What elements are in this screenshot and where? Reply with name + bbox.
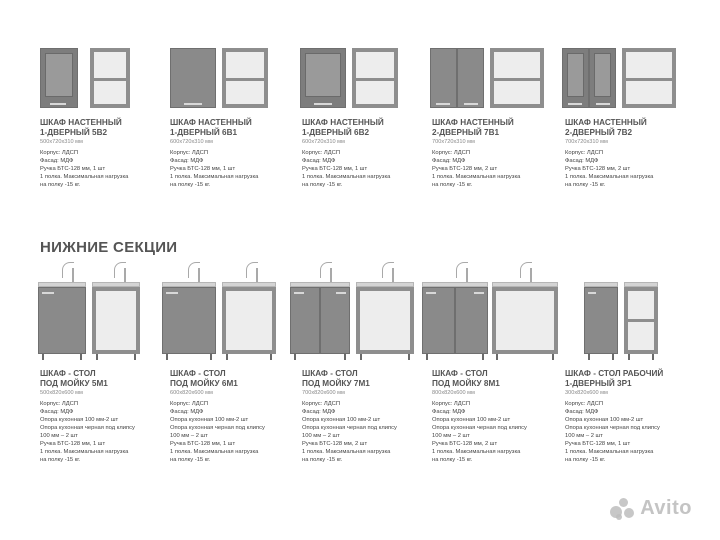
watermark-text: Avito xyxy=(640,497,692,519)
item-specs: Корпус: ЛДСП Фасад: МДФ Ручка БТС-128 мм, 1 шт 1 полка. Максимальная нагрузка на полку -15 кг. xyxy=(40,150,129,188)
sink-cabinet-5m1-closed-image xyxy=(38,262,86,362)
upper-item-1 xyxy=(40,118,160,189)
item-title: ШКАФ НАСТЕННЫЙ 2-ДВЕРНЫЙ 7В1 xyxy=(432,118,514,137)
work-cabinet-3r1-closed-image xyxy=(584,282,618,362)
lower-item-3 xyxy=(302,369,427,464)
item-size: 600x720x310 мм xyxy=(302,139,345,145)
cabinet-6v2-closed-image xyxy=(300,48,346,108)
cabinet-7v2-open-image xyxy=(622,48,676,108)
item-size: 500x720x310 мм xyxy=(40,139,83,145)
avito-watermark xyxy=(610,497,692,520)
item-title: ШКАФ - СТОЛ ПОД МОЙКУ 7М1 xyxy=(302,369,370,388)
sink-cabinet-8m1-closed-image xyxy=(422,262,488,362)
item-specs: Корпус: ЛДСП Фасад: МДФ Опора кухонная 100 мм-2 шт Опора кухонная черная под клипсу 100 мм – 2 шт Ручка БТС-128 мм, 2 шт 1 полка. Максимальная нагрузка на полку -15 кг. xyxy=(432,401,527,463)
item-specs: Корпус: ЛДСП Фасад: МДФ Опора кухонная 100 мм-2 шт Опора кухонная черная под клипсу 100 мм – 2 шт Ручка БТС-128 мм, 2 шт 1 полка. Максимальная нагрузка на полку -15 кг. xyxy=(302,401,397,463)
item-specs: Корпус: ЛДСП Фасад: МДФ Ручка БТС-128 мм, 2 шт 1 полка. Максимальная нагрузка на полку -15 кг. xyxy=(565,150,654,188)
item-size: 700x820x600 мм xyxy=(302,390,345,396)
item-specs: Корпус: ЛДСП Фасад: МДФ Ручка БТС-128 мм, 2 шт 1 полка. Максимальная нагрузка на полку -15 кг. xyxy=(432,150,521,188)
work-cabinet-3r1-open-image xyxy=(624,282,658,362)
item-title: ШКАФ - СТОЛ ПОД МОЙКУ 8М1 xyxy=(432,369,500,388)
lower-item-5 xyxy=(565,369,700,464)
item-size: 500x820x600 мм xyxy=(40,390,83,396)
item-title: ШКАФ - СТОЛ ПОД МОЙКУ 5М1 xyxy=(40,369,108,388)
sink-cabinet-6m1-closed-image xyxy=(162,262,216,362)
item-title: ШКАФ НАСТЕННЫЙ 1-ДВЕРНЫЙ 5В2 xyxy=(40,118,122,137)
item-title: ШКАФ - СТОЛ РАБОЧИЙ 1-ДВЕРНЫЙ 3Р1 xyxy=(565,369,664,388)
item-size: 700x720x310 мм xyxy=(432,139,475,145)
sink-cabinet-7m1-closed-image xyxy=(290,262,350,362)
item-size: 600x720x310 мм xyxy=(170,139,213,145)
avito-logo-icon xyxy=(610,498,636,520)
cabinet-6v1-open-image xyxy=(222,48,268,108)
item-size: 700x720x310 мм xyxy=(565,139,608,145)
lower-item-2 xyxy=(170,369,295,464)
item-size: 800x820x600 мм xyxy=(432,390,475,396)
item-specs: Корпус: ЛДСП Фасад: МДФ Ручка БТС-128 мм, 1 шт 1 полка. Максимальная нагрузка на полку -15 кг. xyxy=(302,150,391,188)
item-title: ШКАФ НАСТЕННЫЙ 1-ДВЕРНЫЙ 6В2 xyxy=(302,118,384,137)
cabinet-6v2-open-image xyxy=(352,48,398,108)
item-title: ШКАФ НАСТЕННЫЙ 2-ДВЕРНЫЙ 7В2 xyxy=(565,118,647,137)
upper-item-3 xyxy=(302,118,422,189)
lower-item-1 xyxy=(40,369,165,464)
sink-cabinet-8m1-open-image xyxy=(492,262,558,362)
cabinet-7v2-closed-image xyxy=(562,48,616,108)
cabinet-7v1-open-image xyxy=(490,48,544,108)
item-specs: Корпус: ЛДСП Фасад: МДФ Опора кухонная 100 мм-2 шт Опора кухонная черная под клипсу 100 мм – 2 шт Ручка БТС-128 мм, 1 шт 1 полка. Максимальная нагрузка на полку -15 кг. xyxy=(40,401,135,463)
item-specs: Корпус: ЛДСП Фасад: МДФ Опора кухонная 100 мм-2 шт Опора кухонная черная под клипсу 100 мм – 2 шт Ручка БТС-128 мм, 1 шт 1 полка. Максимальная нагрузка на полку -15 кг. xyxy=(170,401,265,463)
sink-cabinet-7m1-open-image xyxy=(356,262,414,362)
cabinet-5v2-closed-image xyxy=(40,48,78,108)
item-title: ШКАФ - СТОЛ ПОД МОЙКУ 6М1 xyxy=(170,369,238,388)
cabinet-7v1-closed-image xyxy=(430,48,484,108)
item-size: 600x820x600 мм xyxy=(170,390,213,396)
item-specs: Корпус: ЛДСП Фасад: МДФ Опора кухонная 100 мм-2 шт Опора кухонная черная под клипсу 100 мм – 2 шт Ручка БТС-128 мм, 1 шт 1 полка. Максимальная нагрузка на полку -15 кг. xyxy=(565,401,660,463)
item-specs: Корпус: ЛДСП Фасад: МДФ Ручка БТС-128 мм, 1 шт 1 полка. Максимальная нагрузка на полку -15 кг. xyxy=(170,150,259,188)
sink-cabinet-5m1-open-image xyxy=(92,262,140,362)
item-size: 300x820x600 мм xyxy=(565,390,608,396)
sink-cabinet-6m1-open-image xyxy=(222,262,276,362)
upper-item-5 xyxy=(565,118,695,189)
upper-item-2 xyxy=(170,118,290,189)
lower-item-4 xyxy=(432,369,557,464)
upper-item-4 xyxy=(432,118,552,189)
section-title: НИЖНИЕ СЕКЦИИ xyxy=(40,239,178,256)
cabinet-5v2-open-image xyxy=(90,48,130,108)
item-title: ШКАФ НАСТЕННЫЙ 1-ДВЕРНЫЙ 6В1 xyxy=(170,118,252,137)
cabinet-6v1-closed-image xyxy=(170,48,216,108)
